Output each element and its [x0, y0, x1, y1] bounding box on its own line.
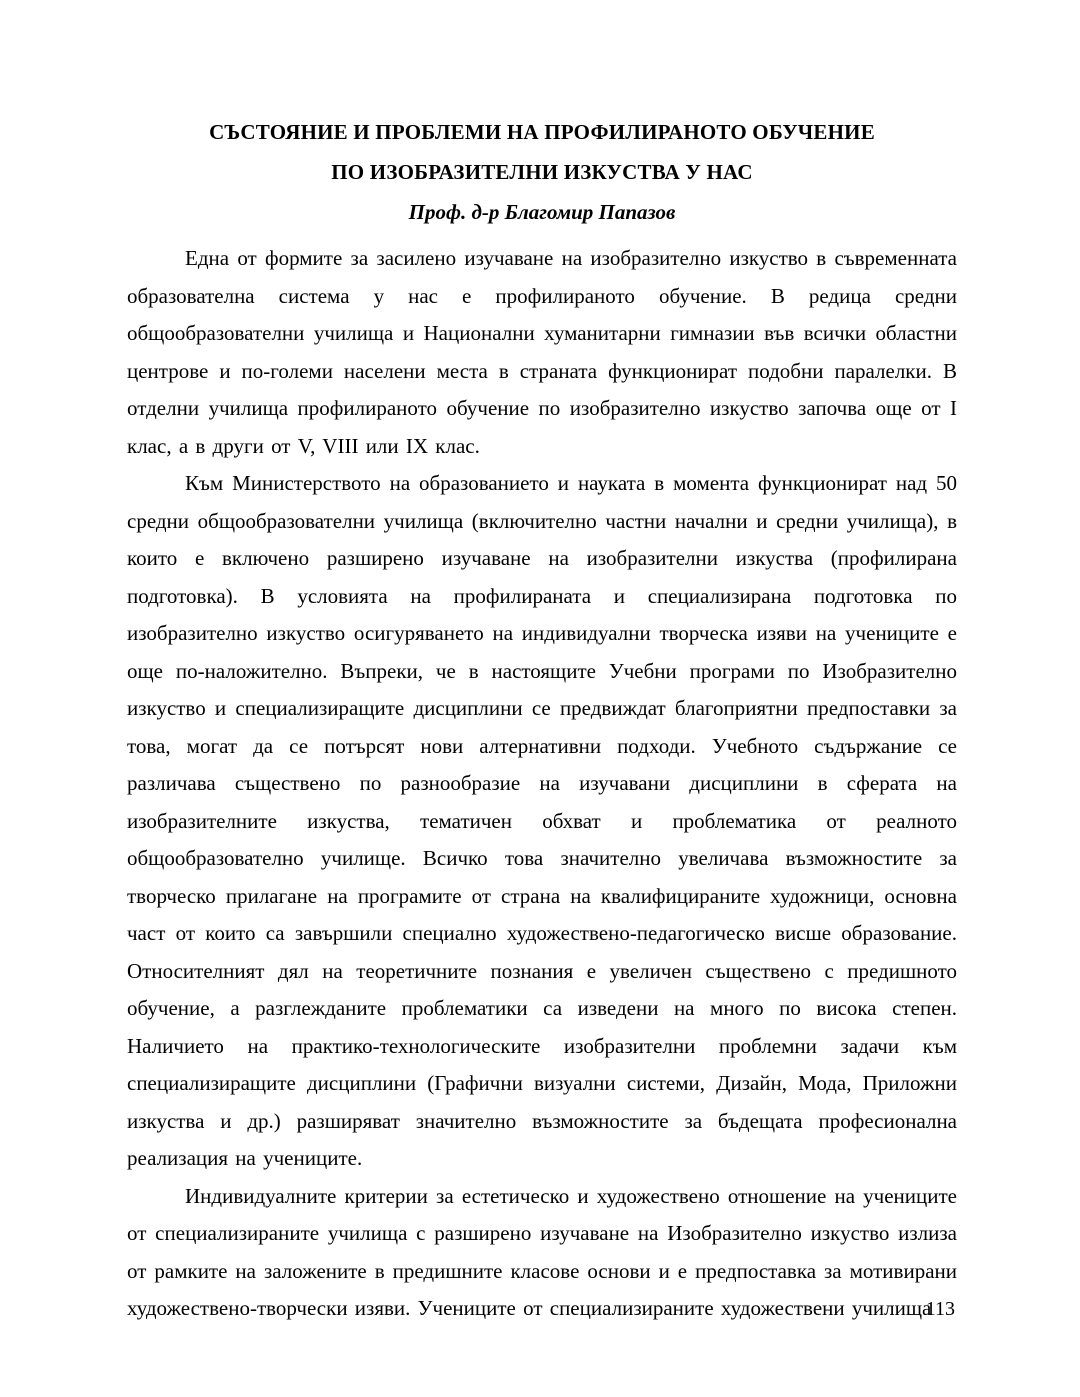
- paragraph-1: Една от формите за засилено изучаване на изобразително изкуство в съвременната образователна система у нас е профилираното обучение. В редица средни общообразователни училища и Национални хуманитарни гимназии във всички областни центрове и по-големи населени места в страната функционират подобни паралелки. В отделни училища профилираното обучение по изобразително изкуство започва още от I клас, а в други от V, VIII или IX клас.: [127, 246, 957, 458]
- document-title: [127, 112, 957, 192]
- paragraph-2: Към Министерството на образованието и науката в момента функционират над 50 средни общообразователни училища (включително частни начални и средни училища), в които е включено разширено изучаване на изобразителни изкуства (профилирана подготовка). В условията на профилираната и специализирана подготовка по изобразително изкуство осигуряването на индивидуални творческа изяви на учениците е още по-наложително. Въпреки, че в настоящите Учебни програми по Изобразително изкуство и специализиращите дисциплини се предвиждат благоприятни предпоставки за това, могат да се потърсят нови алтернативни подходи. Учебното съдържание се различава съществено по разнообразие на изучавани дисциплини в сферата на изобразителните изкуства, тематичен обхват и проблематика от реалното общообразователно училище. Всичко това значително увеличава възможностите за творческо прилагане на програмите от страна на квалифицираните художници, основна част от които са завършили специално художествено-педагогическо висше образование. Относителният дял на теоретичните познания е увеличен съществено с предишното обучение, а разглежданите проблематики са изведени на много по висока степен. Наличието на практико-технологическите изобразителни проблемни задачи към специализиращите дисциплини (Графични визуални системи, Дизайн, Мода, Приложни изкуства и др.) разширяват значително възможностите за бъдещата професионална реализация на учениците.: [127, 471, 957, 1170]
- paragraph-3: Индивидуалните критерии за естетическо и художествено отношение на учениците от специализираните училища с разширено изучаване на Изобразително изкуство излиза от рамките на заложените в предишните класове основи и е предпоставка за мотивирани художествено-творчески изяви. Учениците от специализираните художествени училища: [127, 1183, 957, 1320]
- page-number: 113: [925, 1298, 955, 1320]
- title-line-2: ПО ИЗОБРАЗИТЕЛНИ ИЗКУСТВА У НАС: [331, 160, 753, 184]
- author-line: Проф. д-р Благомир Папазов: [408, 200, 676, 224]
- title-line-1: СЪСТОЯНИЕ И ПРОБЛЕМИ НА ПРОФИЛИРАНОТО ОБУЧЕНИЕ: [209, 120, 875, 144]
- document-content: [127, 112, 957, 1328]
